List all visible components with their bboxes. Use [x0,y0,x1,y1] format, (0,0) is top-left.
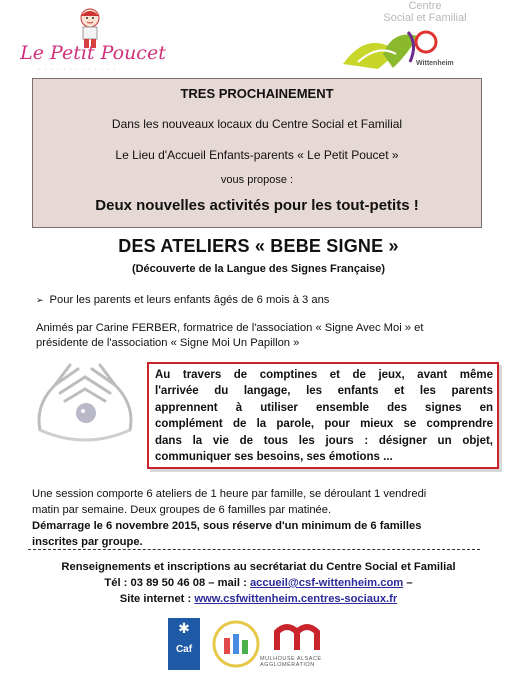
session-start-line2: inscrites par groupe. [32,536,143,548]
page-subtitle: (Découverte de la Langue des Signes Française) [131,263,386,275]
animator-line2: présidente de l'association « Signe Moi Un Papillon » [36,337,300,349]
website-link[interactable]: www.csfwittenheim.centres-sociaux.fr [194,593,398,605]
animator-line1: Animés par Carine FERBER, formatrice de l'association « Signe Avec Moi » et [36,322,424,334]
session-start-line: Démarrage le 6 novembre 2015, sous réserve d'un minimum de 6 familles [32,520,422,532]
mulhouse-agglo-logo-icon [272,622,352,652]
contact-heading: Renseignements et inscriptions au secrétariat du Centre Social et Familial [61,561,456,573]
site-label: Site internet : [119,593,195,605]
session-line1: Une session comporte 6 ateliers de 1 heure par famille, se déroulant 1 vendredi [32,488,427,500]
logo-city: Wittenheim [416,60,454,67]
description-line: complément de la parole, pour mieux se comprendre [155,418,493,431]
bullet-arrow-icon: ➢ [36,295,44,305]
description-text [155,367,493,465]
contact-suffix: – [403,577,413,589]
bullet-text: Pour les parents et leurs enfants âgés de 6 mois à 3 ans [49,294,330,306]
session-line2: matin par semaine. Deux groupes de 6 familles par matinée. [32,504,332,516]
announcement-line1: Dans les nouveaux locaux du Centre Social et Familial [111,117,403,131]
le-petit-poucet-logo [18,6,168,82]
announcement-line3: vous propose : [220,174,294,186]
mulhouse-label: MULHOUSE ALSACE AGGLOMÉRATION [260,656,322,668]
session-info [32,487,492,551]
logo-title-line2: Social et Familial [383,12,467,24]
contact-site [0,591,517,607]
announcement-box [32,78,482,228]
email-link[interactable]: accueil@csf-wittenheim.com [249,577,404,589]
contact-tel-mail [0,575,517,591]
contact-tel: Tél : 03 89 50 46 08 – mail : [104,577,250,589]
partner-logos [160,618,410,678]
dashed-divider [28,549,480,550]
description-line: communiquer ses besoins, ses émotions ... [155,450,393,463]
description-line: dans la vie de tous les jours : désigner un objet, [155,434,493,447]
caf-label: Caf [175,644,193,655]
announcement-heading: TRES PROCHAINEMENT [180,86,334,101]
page-title: DES ATELIERS « BEBE SIGNE » [118,236,399,256]
signing-hands-icon [30,355,140,445]
description-line: apprennent à utiliser ensemble des signes en [155,401,493,414]
caf-emblem-icon: ✱ [178,620,190,636]
petit-poucet-round-logo [212,620,260,668]
description-box [147,362,499,469]
description-line: l'arrivée du langage, les enfants et les parents [155,385,493,398]
contact-block [0,559,517,607]
announcement-line2: Le Lieu d'Accueil Enfants-parents « Le Petit Poucet » [115,148,399,162]
audience-bullet [36,293,329,308]
caf-logo [168,618,200,670]
logo-tagline: · · · · · · · · · · · · · [38,66,117,73]
description-line: Au travers de comptines et de jeux, avant même [155,369,493,381]
logo-title-line1: Centre [408,0,442,12]
logo-brand-name: Le Petit Poucet [20,42,166,64]
centre-social-logo [320,0,495,80]
announcement-highlight: Deux nouvelles activités pour les tout-petits ! [95,197,419,214]
